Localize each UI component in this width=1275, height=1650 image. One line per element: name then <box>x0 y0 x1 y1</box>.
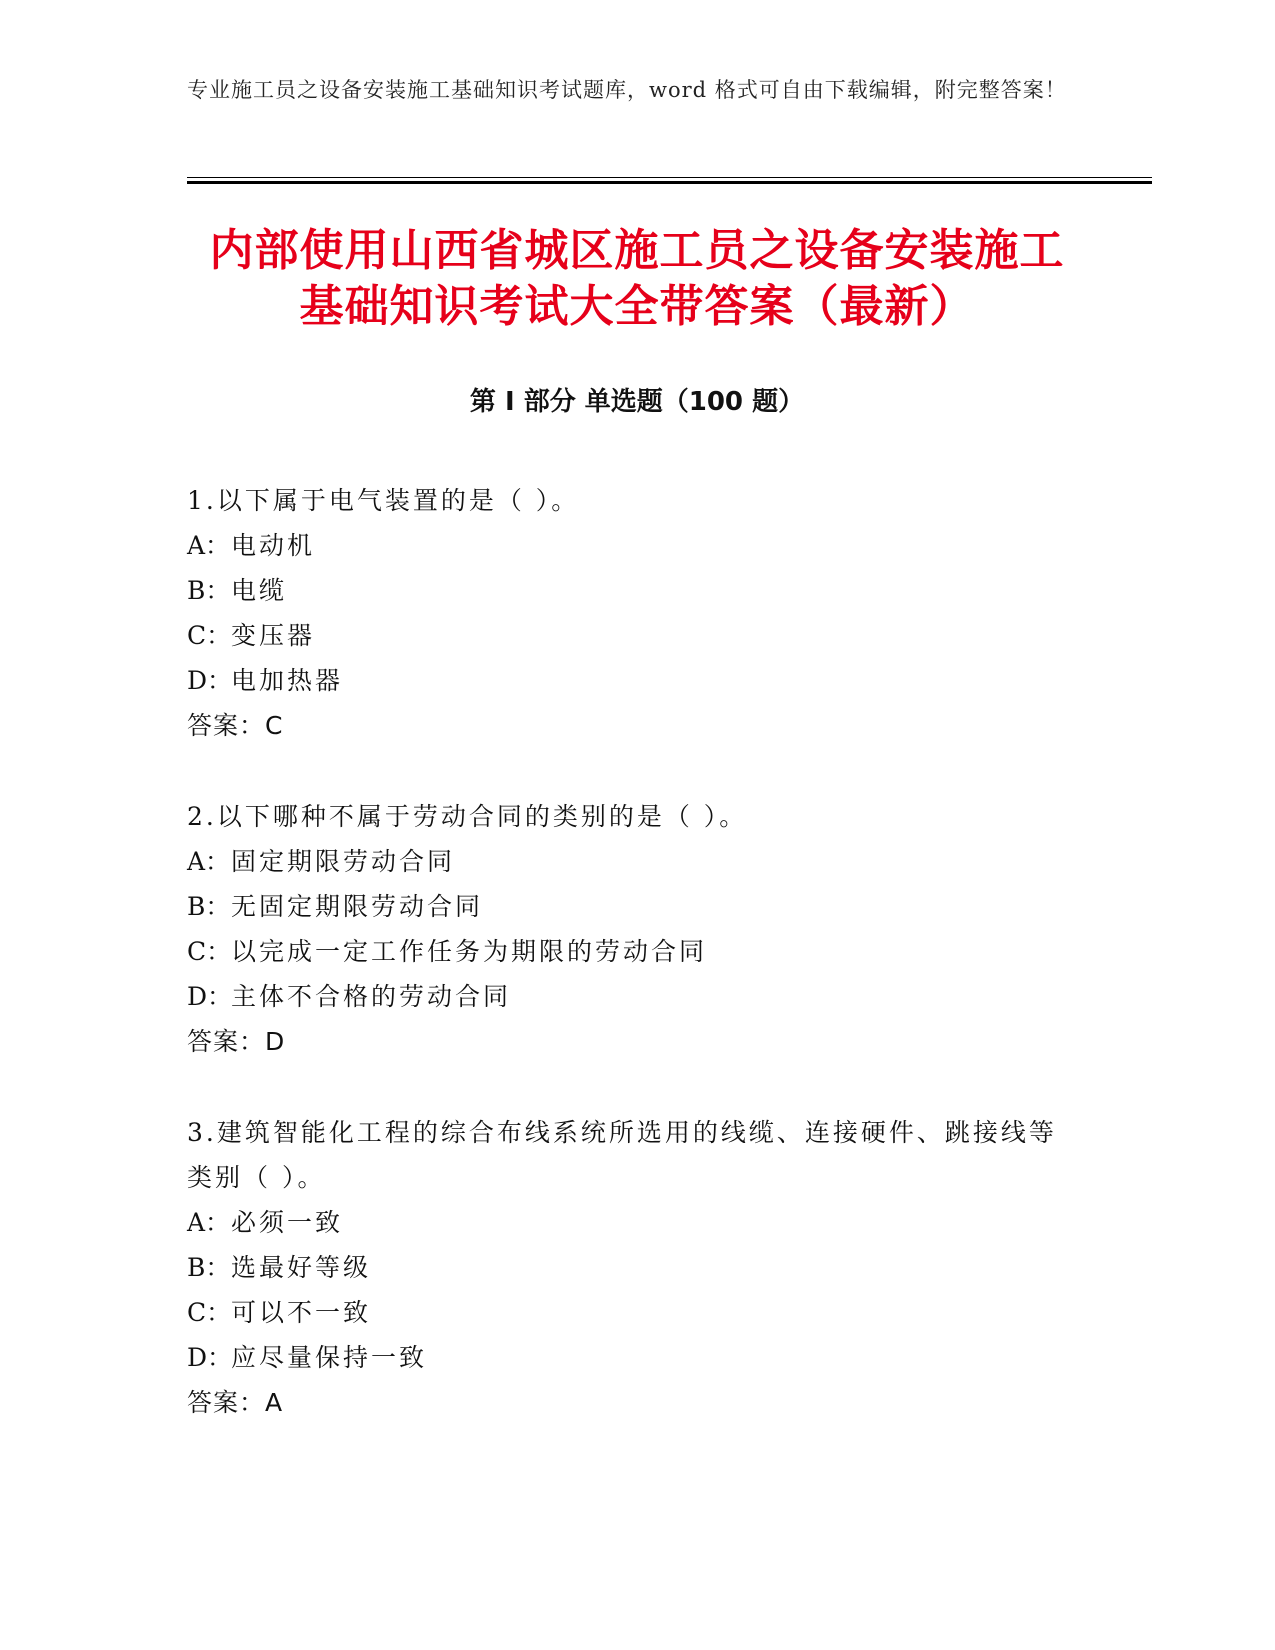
option-key: B： <box>187 1253 231 1282</box>
option-c <box>187 1290 1067 1335</box>
option-b <box>187 884 1067 929</box>
option-text: 应尽量保持一致 <box>231 1343 428 1372</box>
option-key: D： <box>187 1343 233 1372</box>
option-d <box>187 974 1067 1019</box>
document-title-line-2: 基础知识考试大全带答案（最新） <box>299 281 975 332</box>
option-text: 变压器 <box>231 621 316 650</box>
option-text: 电加热器 <box>231 666 344 695</box>
option-key: C： <box>187 1298 232 1327</box>
document-title-line-1: 内部使用山西省城区施工员之设备安装施工 <box>209 225 1065 276</box>
option-key: C： <box>187 937 232 966</box>
option-key: B： <box>187 576 231 605</box>
question-stem: 2.以下哪种不属于劳动合同的类别的是（ ）。 <box>187 802 748 831</box>
option-c <box>187 929 1067 974</box>
question-stem: 3.建筑智能化工程的综合布线系统所选用的线缆、连接硬件、跳接线等类别（ ）。 <box>187 1118 1057 1192</box>
option-key: D： <box>187 666 233 695</box>
option-text: 以完成一定工作任务为期限的劳动合同 <box>231 937 708 966</box>
option-key: D： <box>187 982 233 1011</box>
option-b <box>187 568 1067 613</box>
option-text: 可以不一致 <box>231 1298 372 1327</box>
question-1 <box>187 478 1067 748</box>
document-title <box>187 223 1087 335</box>
option-text: 必须一致 <box>231 1208 344 1237</box>
option-key: A： <box>187 1208 231 1237</box>
option-text: 固定期限劳动合同 <box>231 847 456 876</box>
option-text: 选最好等级 <box>231 1253 372 1282</box>
option-d <box>187 1335 1067 1380</box>
option-key: C： <box>187 621 232 650</box>
option-b <box>187 1245 1067 1290</box>
section-title: 第 I 部分 单选题（100 题） <box>469 387 805 417</box>
header-divider-thin <box>187 177 1152 178</box>
answer: 答案：D <box>187 1027 286 1056</box>
option-key: A： <box>187 847 231 876</box>
question-stem: 1.以下属于电气装置的是（ ）。 <box>187 486 580 515</box>
option-a <box>187 839 1067 884</box>
option-key: B： <box>187 892 231 921</box>
question-list <box>187 478 1067 1471</box>
option-text: 电缆 <box>231 576 288 605</box>
answer: 答案：A <box>187 1388 284 1417</box>
option-d <box>187 658 1067 703</box>
header-divider-thick <box>187 181 1152 184</box>
option-key: A： <box>187 531 231 560</box>
option-c <box>187 613 1067 658</box>
option-text: 无固定期限劳动合同 <box>231 892 484 921</box>
option-text: 电动机 <box>231 531 316 560</box>
option-text: 主体不合格的劳动合同 <box>231 982 512 1011</box>
header-note: 专业施工员之设备安装施工基础知识考试题库，word 格式可自由下载编辑，附完整答案！ <box>187 78 1067 102</box>
answer: 答案：C <box>187 711 284 740</box>
option-a <box>187 523 1067 568</box>
question-3 <box>187 1110 1067 1425</box>
question-2 <box>187 794 1067 1064</box>
option-a <box>187 1200 1067 1245</box>
